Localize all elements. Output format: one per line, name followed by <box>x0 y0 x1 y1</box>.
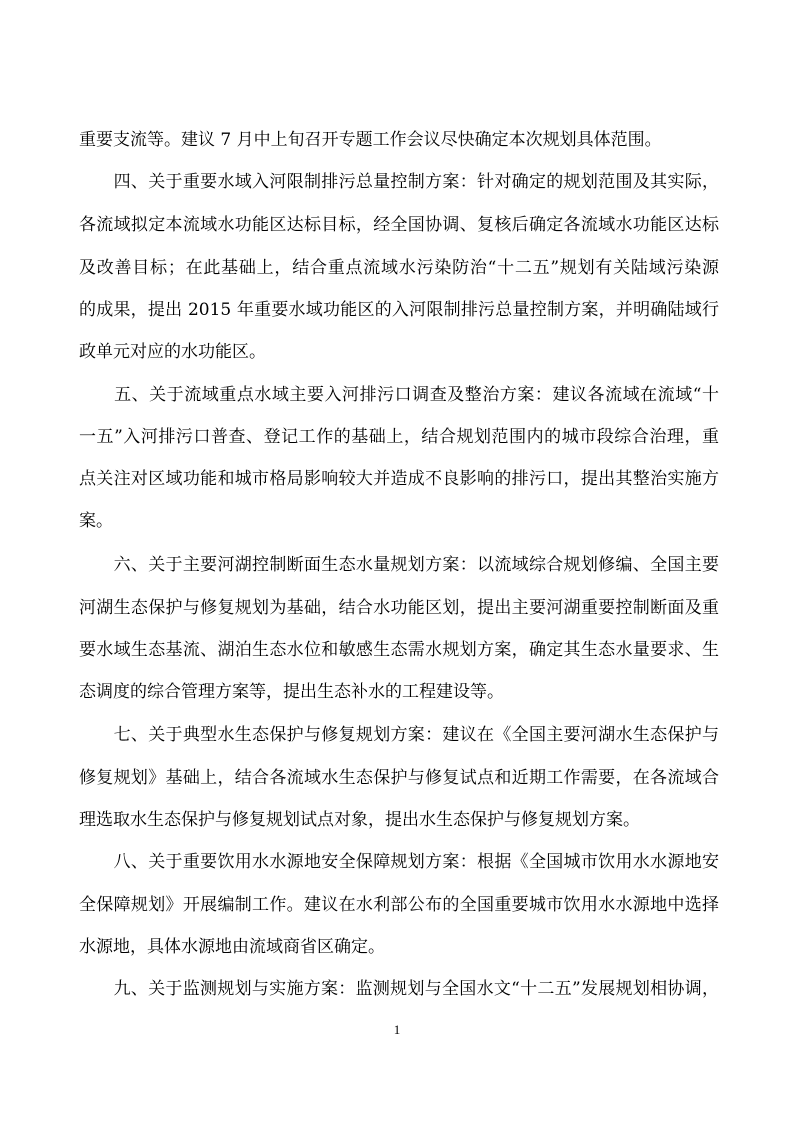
paragraph-line: 九、关于监测规划与实施方案：监测规划与全国水文“十二五”发展规划相协调， <box>79 979 719 999</box>
paragraph-line: 全保障规划》开展编制工作。建议在水利部公布的全国重要城市饮用水水源地中选择 <box>79 895 719 915</box>
paragraph-line: 七、关于典型水生态保护与修复规划方案：建议在《全国主要河湖水生态保护与 <box>79 725 719 745</box>
paragraph-line: 重要支流等。建议 7 月中上旬召开专题工作会议尽快确定本次规划具体范围。 <box>79 130 662 150</box>
paragraph-line: 及改善目标；在此基础上，结合重点流域水污染防治“十二五”规划有关陆域污染源 <box>79 258 719 278</box>
paragraph-line: 修复规划》基础上，结合各流域水生态保护与修复试点和近期工作需要，在各流域合 <box>79 768 719 788</box>
paragraph-line: 各流域拟定本流域水功能区达标目标，经全国协调、复核后确定各流域水功能区达标 <box>79 215 719 235</box>
paragraph-line: 的成果，提出 2015 年重要水域功能区的入河限制排污总量控制方案，并明确陆域行 <box>79 300 719 320</box>
page-number: 1 <box>393 1022 401 1037</box>
paragraph-line: 六、关于主要河湖控制断面生态水量规划方案：以流域综合规划修编、全国主要 <box>79 555 719 575</box>
paragraph-line: 河湖生态保护与修复规划为基础，结合水功能区划，提出主要河湖重要控制断面及重 <box>79 598 719 618</box>
paragraph-line: 五、关于流域重点水域主要入河排污口调查及整治方案：建议各流域在流域“十 <box>79 385 719 405</box>
paragraph-line: 理选取水生态保护与修复规划试点对象，提出水生态保护与修复规划方案。 <box>79 810 640 830</box>
paragraph-line: 点关注对区域功能和城市格局影响较大并造成不良影响的排污口，提出其整治实施方 <box>79 469 719 489</box>
paragraph-line: 四、关于重要水域入河限制排污总量控制方案：针对确定的规划范围及其实际， <box>79 172 719 192</box>
paragraph-line: 八、关于重要饮用水水源地安全保障规划方案：根据《全国城市饮用水水源地安 <box>79 852 719 872</box>
paragraph-line: 态调度的综合管理方案等，提出生态补水的工程建设等。 <box>79 682 504 702</box>
paragraph-line: 要水域生态基流、湖泊生态水位和敏感生态需水规划方案，确定其生态水量要求、生 <box>79 640 719 660</box>
paragraph-line: 水源地，具体水源地由流域商省区确定。 <box>79 937 385 957</box>
paragraph-line: 一五”入河排污口普查、登记工作的基础上，结合规划范围内的城市段综合治理，重 <box>79 427 719 447</box>
paragraph-line: 案。 <box>79 511 113 531</box>
paragraph-line: 政单元对应的水功能区。 <box>79 342 266 362</box>
